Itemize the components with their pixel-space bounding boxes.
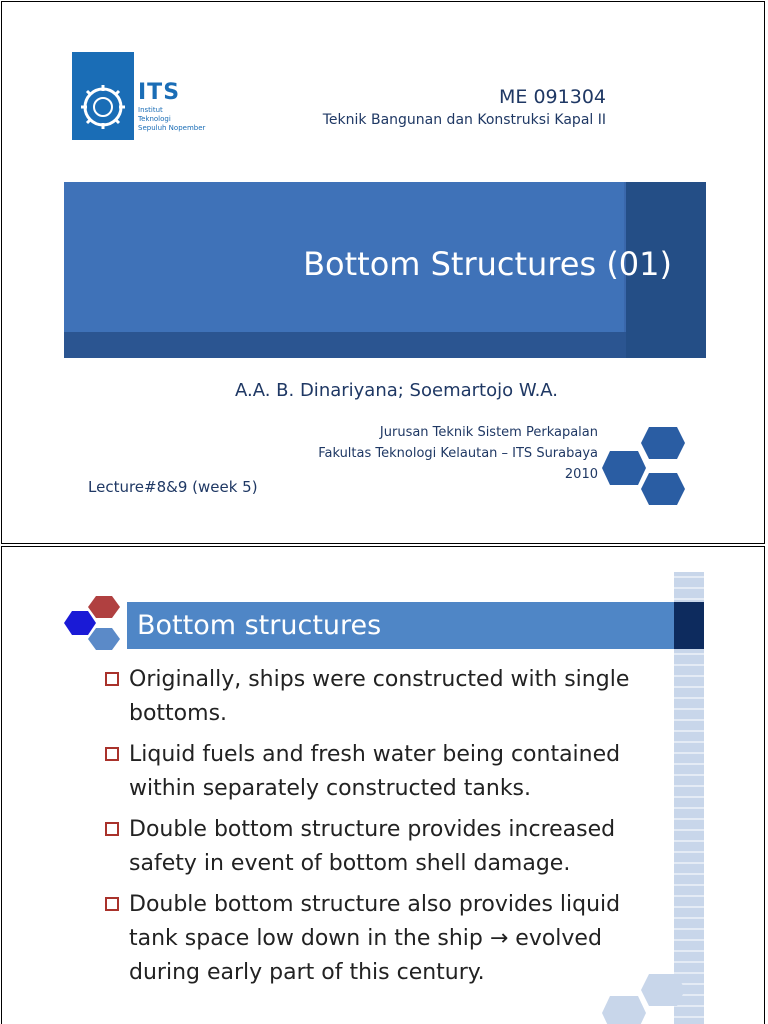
bullet-text: Originally, ships were constructed with single bottoms. (129, 667, 630, 726)
list-item (105, 663, 660, 731)
logo-sub-line: Teknologi (138, 115, 171, 123)
its-emblem-icon (78, 82, 128, 132)
list-item (105, 813, 660, 881)
course-code: ME 091304 (499, 86, 606, 108)
logo-abbr: ITS (138, 80, 181, 105)
bullet-text: Liquid fuels and fresh water being contained within separately constructed tanks. (129, 742, 621, 801)
affiliation-department: Jurusan Teknik Sistem Perkapalan (379, 425, 598, 440)
list-item (105, 738, 660, 806)
checkbox-bullet-icon (105, 822, 119, 836)
hexagon-cluster-icon (64, 594, 126, 656)
logo-subtitle (138, 106, 205, 133)
checkbox-bullet-icon (105, 897, 119, 911)
logo-sub-line: Institut (138, 106, 163, 114)
bullet-text: Double bottom structure also provides liquid tank space low down in the ship → evolved during early part of this century. (129, 892, 621, 985)
logo-wordmark (138, 82, 205, 133)
authors: A.A. B. Dinariyana; Soemartojo W.A. (235, 380, 559, 401)
checkbox-bullet-icon (105, 747, 119, 761)
logo-sub-line: Sepuluh Nopember (138, 124, 206, 132)
slide-title: Bottom Structures (01) (303, 245, 672, 283)
heading-accent (674, 602, 704, 649)
its-logo (72, 52, 134, 140)
slide-heading: Bottom structures (137, 610, 382, 641)
list-item (105, 888, 660, 990)
course-name: Teknik Bangunan dan Konstruksi Kapal II (322, 112, 606, 128)
title-slide (1, 1, 765, 544)
bullet-text: Double bottom structure provides increased safety in event of bottom shell damage. (129, 817, 616, 876)
checkbox-bullet-icon (105, 672, 119, 686)
affiliation-faculty: Fakultas Teknologi Kelautan – ITS Surabaya (318, 446, 598, 461)
title-band-strip (64, 332, 706, 358)
bullet-list (105, 663, 660, 997)
hexagon-decoration-icon (602, 425, 692, 515)
content-slide (1, 546, 765, 1024)
year: 2010 (564, 467, 598, 482)
hexagon-decoration-icon (602, 972, 692, 1024)
lecture-label: Lecture#8&9 (week 5) (88, 478, 258, 496)
